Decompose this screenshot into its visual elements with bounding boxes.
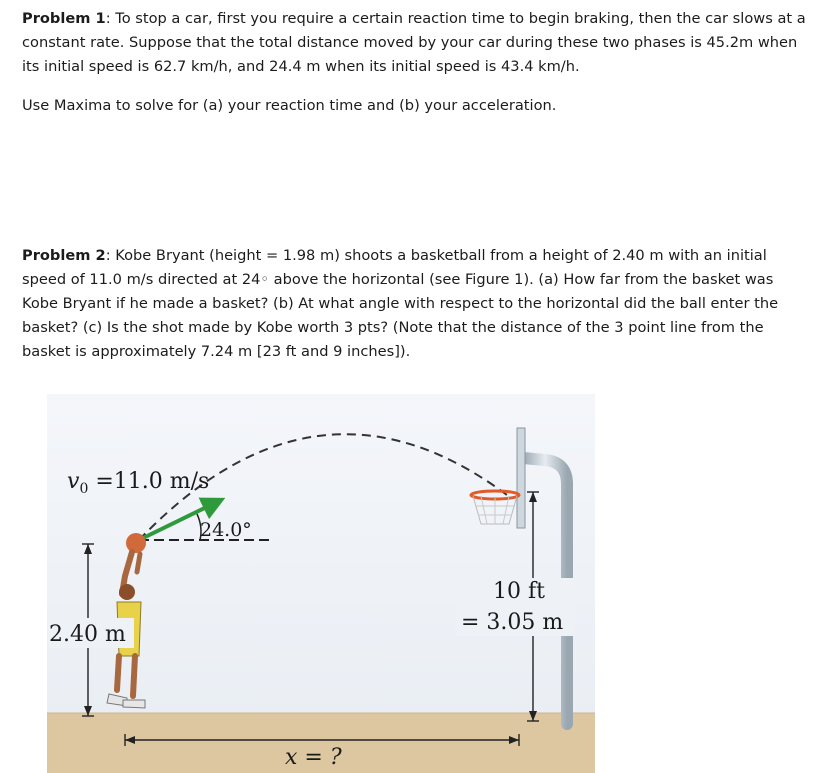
v0-label: $v_0 =11.0$ m/s bbox=[67, 469, 210, 497]
problem-1-text: : To stop a car, first you require a certain reaction time to begin braking, then the car slows at a constant rate. Suppose that the total distance moved by your car during these two phases is 45.2m when its initial speed is 62.7 km/h, and 24.4 m when its initial speed is 43.4 km/h. bbox=[22, 10, 806, 75]
rim-height-ft-label: 10 ft bbox=[493, 579, 545, 604]
basketball-figure bbox=[47, 394, 595, 773]
launch-height-label: 2.40 m bbox=[49, 622, 126, 647]
backboard bbox=[517, 428, 525, 528]
figure-svg bbox=[47, 394, 595, 773]
problem-2-text: : Kobe Bryant (height = 1.98 m) shoots a basketball from a height of 2.40 m with an initial speed of 11.0 m/s directed at 24◦ above the horizontal (see Figure 1). (a) How far from the basket was Kobe Bryant if he made a basket? (b) At what angle with respect to the horizontal did the ball enter the basket? (c) Is the shot made by Kobe worth 3 pts? (Note that the distance of the 3 point line from the basket is approximately 7.24 m [23 ft and 9 inches]). bbox=[22, 247, 779, 360]
problem-2-statement bbox=[22, 244, 807, 364]
distance-label: x = ? bbox=[285, 745, 342, 770]
basketball bbox=[126, 533, 146, 553]
rim-height-m-label: = 3.05 m bbox=[461, 610, 564, 635]
problem-2-label: Problem 2 bbox=[22, 247, 106, 264]
problem-1-task: Use Maxima to solve for (a) your reaction time and (b) your acceleration. bbox=[22, 97, 557, 114]
problem-1-label: Problem 1 bbox=[22, 10, 106, 27]
angle-label: 24.0° bbox=[200, 519, 252, 541]
problem-1-statement bbox=[22, 7, 807, 79]
